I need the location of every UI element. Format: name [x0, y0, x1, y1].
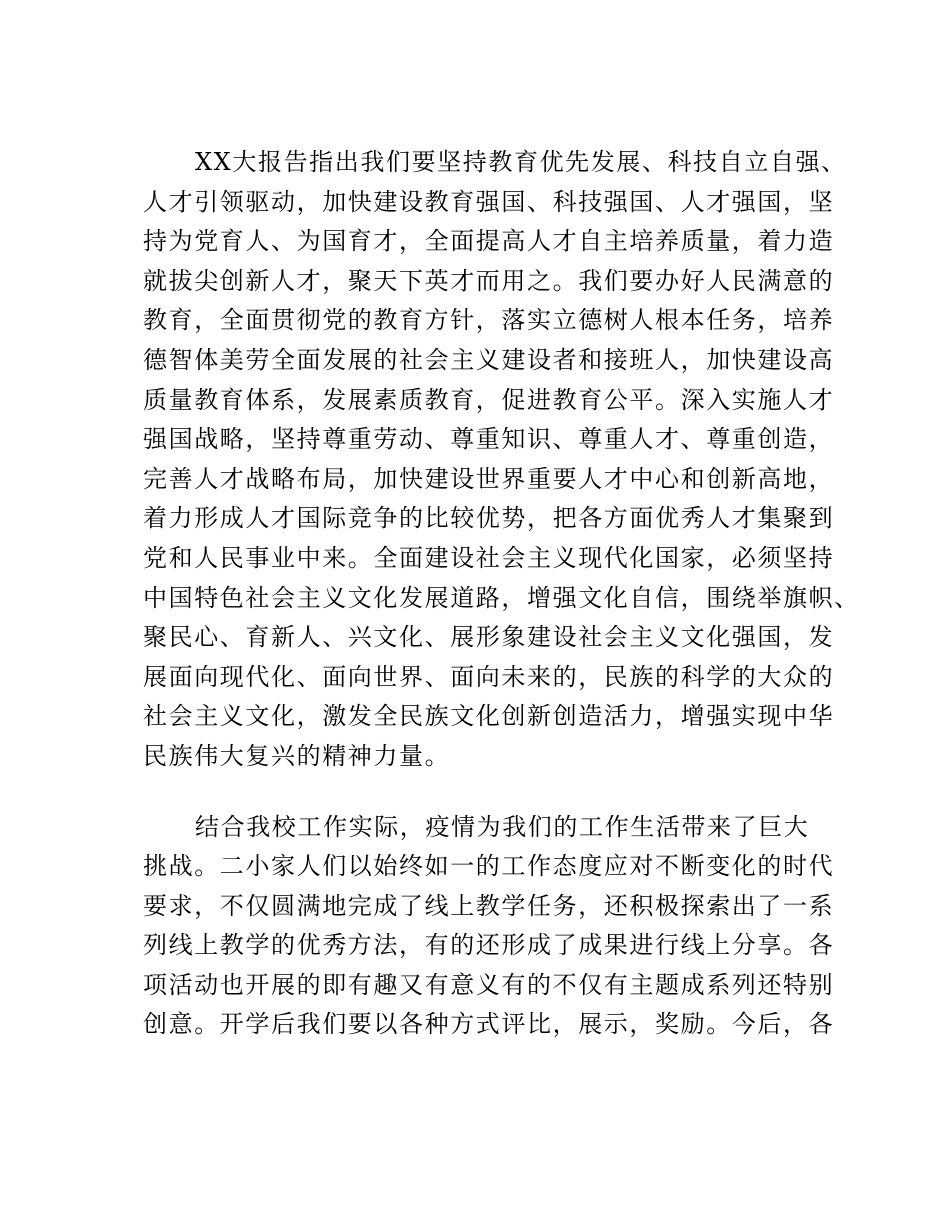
- text-line: 要求，不仅圆满地完成了线上教学任务，还积极探索出了一系: [143, 891, 835, 920]
- text-line: 民族伟大复兴的精神力量。: [143, 741, 451, 770]
- text-line: 展面向现代化、面向世界、面向未来的，民族的科学的大众的: [143, 662, 835, 691]
- text-line: 就拔尖创新人才，聚天下英才而用之。我们要办好人民满意的: [143, 266, 835, 295]
- text-line: 创意。开学后我们要以各种方式评比，展示，奖励。今后，各: [143, 1010, 835, 1039]
- text-line: 结合我校工作实际，疫情为我们的工作生活带来了巨大: [195, 812, 810, 841]
- text-line: 完善人才战略布局，加快建设世界重要人才中心和创新高地，: [143, 464, 835, 493]
- text-line: 项活动也开展的即有趣又有意义有的不仅有主题成系列还特别: [143, 970, 835, 999]
- text-line: 着力形成人才国际竞争的比较优势，把各方面优秀人才集聚到: [143, 504, 835, 533]
- document-body: [143, 143, 860, 1045]
- text-line: 党和人民事业中来。全面建设社会主义现代化国家，必须坚持: [143, 543, 835, 572]
- text-line: 社会主义文化，激发全民族文化创新创造活力，增强实现中华: [143, 702, 835, 731]
- text-line: 强国战略，坚持尊重劳动、尊重知识、尊重人才、尊重创造，: [143, 425, 835, 454]
- text-line: 列线上教学的优秀方法，有的还形成了成果进行线上分享。各: [143, 931, 835, 960]
- paragraph-1: [143, 143, 860, 777]
- text-line: 持为党育人、为国育才，全面提高人才自主培养质量，着力造: [143, 227, 835, 256]
- text-line: 挑战。二小家人们以始终如一的工作态度应对不断变化的时代: [143, 852, 835, 881]
- text-line: 教育，全面贯彻党的教育方针，落实立德树人根本任务，培养: [143, 306, 835, 335]
- text-line: 聚民心、育新人、兴文化、展形象建设社会主义文化强国，发: [143, 623, 835, 652]
- text-line: 质量教育体系，发展素质教育，促进教育公平。深入实施人才: [143, 385, 835, 414]
- text-line: 德智体美劳全面发展的社会主义建设者和接班人，加快建设高: [143, 345, 835, 374]
- text-line: XX大报告指出我们要坚持教育优先发展、科技自立自强、: [195, 148, 847, 176]
- paragraph-2: [143, 808, 835, 1046]
- text-line: 人才引领驱动，加快建设教育强国、科技强国、人才强国，坚: [143, 187, 835, 216]
- text-line: 中国特色社会主义文化发展道路，增强文化自信，围绕举旗帜、: [143, 583, 860, 612]
